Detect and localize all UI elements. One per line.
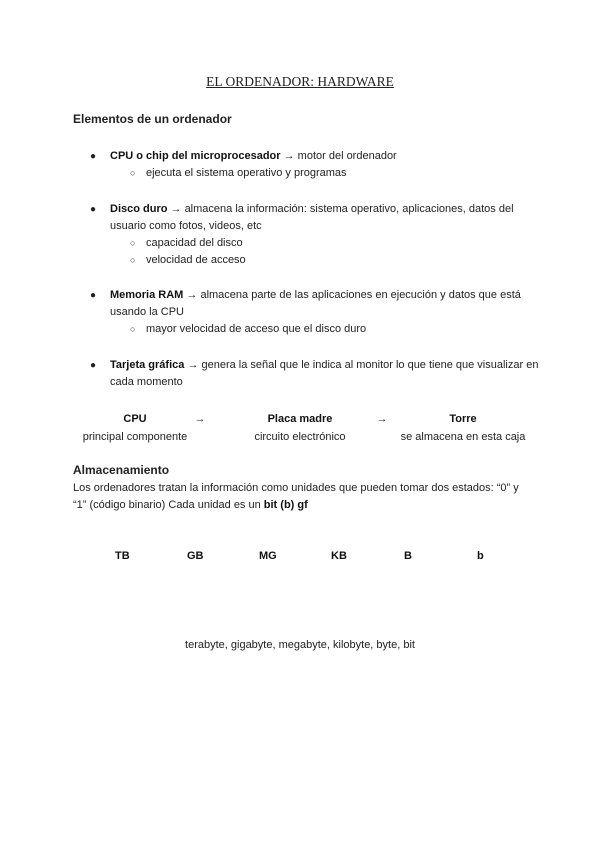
flow-cpu-title: CPU xyxy=(123,413,147,425)
unit-tb: TB xyxy=(115,550,130,562)
sub-bullet-icon: ○ xyxy=(130,168,136,178)
item-term: CPU o chip del microprocesador xyxy=(110,150,281,162)
paragraph-bold: bit (b) gf xyxy=(263,499,308,511)
list-item-disco-duro xyxy=(90,201,540,269)
sub-bullet-icon: ○ xyxy=(130,238,136,248)
section-heading-almacenamiento: Almacenamiento xyxy=(73,463,170,477)
unit-kb: KB xyxy=(331,550,347,562)
arrow-right-icon: → xyxy=(376,413,388,425)
bullet-icon: ● xyxy=(90,360,97,371)
units-caption: terabyte, gigabyte, megabyte, kilobyte, byte, bit xyxy=(185,639,415,651)
flow-torre-title: Torre xyxy=(449,413,477,425)
bullet-icon: ● xyxy=(90,151,97,162)
item-desc: → motor del ordenador xyxy=(280,150,397,162)
list-item-memoria-ram xyxy=(90,287,540,338)
unit-gb: GB xyxy=(187,550,204,562)
flow-placa-madre xyxy=(230,410,370,446)
paragraph-text: Los ordenadores tratan la información como unidades que pueden tomar dos estados: “0” y “1” (código binario) Cada unidad es un xyxy=(73,482,519,511)
sub-bullet-icon: ○ xyxy=(130,255,136,265)
unit-b-lower: b xyxy=(477,550,484,562)
flow-placa-subtitle: circuito electrónico xyxy=(254,431,346,443)
list-item-cpu xyxy=(90,148,540,182)
list-item-tarjeta-grafica xyxy=(90,357,540,391)
sub-item: capacidad del disco xyxy=(146,237,243,249)
item-desc: → almacena la información: sistema operativo, aplicaciones, datos del usuario como fotos, videos, etc xyxy=(110,203,514,232)
sub-item: ejecuta el sistema operativo y programas xyxy=(146,167,347,179)
section-heading-elementos: Elementos de un ordenador xyxy=(73,112,232,126)
hardware-flow xyxy=(0,410,600,450)
flow-torre-subtitle: se almacena en esta caja xyxy=(400,431,526,443)
page-title: EL ORDENADOR: HARDWARE xyxy=(206,74,394,89)
item-term: Disco duro xyxy=(110,203,168,215)
flow-cpu-subtitle: principal componente xyxy=(82,431,188,443)
flow-placa-title: Placa madre xyxy=(267,413,333,425)
unit-b-upper: B xyxy=(404,550,412,562)
bullet-icon: ● xyxy=(90,290,97,301)
unit-mg: MG xyxy=(259,550,277,562)
bullet-icon: ● xyxy=(90,204,97,215)
item-desc: → almacena parte de las aplicaciones en ejecución y datos que está usando la CPU xyxy=(110,289,521,318)
almacenamiento-paragraph xyxy=(73,480,533,514)
flow-cpu xyxy=(60,410,210,446)
flow-torre xyxy=(388,410,538,446)
item-term: Memoria RAM xyxy=(110,289,184,301)
sub-item: velocidad de acceso xyxy=(146,254,246,266)
flow-arrow-1 xyxy=(190,410,210,428)
sub-bullet-icon: ○ xyxy=(130,324,136,334)
item-term: Tarjeta gráfica xyxy=(110,359,185,371)
sub-item: mayor velocidad de acceso que el disco duro xyxy=(146,323,367,335)
item-desc: → genera la señal que le indica al monitor lo que tiene que visualizar en cada momento xyxy=(110,359,539,388)
arrow-right-icon: → xyxy=(194,413,206,425)
